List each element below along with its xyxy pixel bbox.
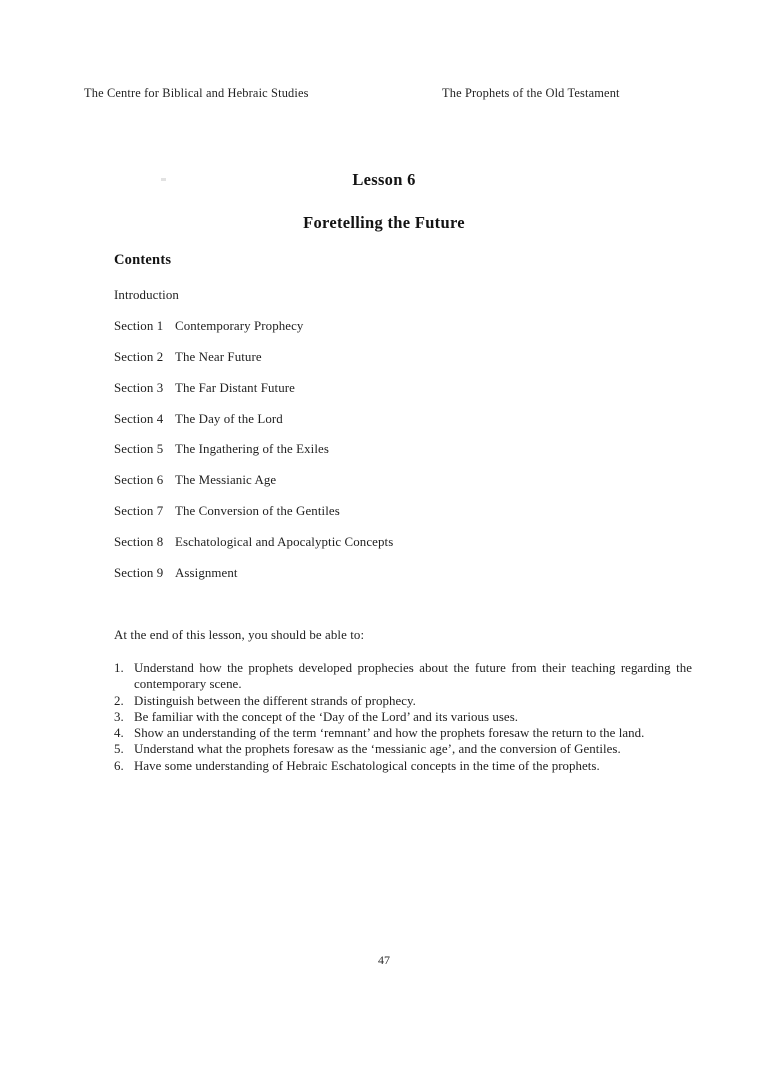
contents-entry-label: Section 5 (114, 442, 164, 457)
objective-text: Have some understanding of Hebraic Eschatological concepts in the time of the prophets. (134, 758, 600, 773)
contents-entry-section-7 (114, 504, 634, 535)
contents-entry-title: The Messianic Age (175, 473, 277, 488)
contents-entry-section-8 (114, 535, 634, 566)
contents-entry-label: Section 3 (114, 380, 164, 395)
objective-item-4 (114, 725, 692, 741)
contents-entry-label: Section 7 (114, 504, 164, 519)
contents-entry-title: The Far Distant Future (175, 380, 295, 395)
objective-number: 6. (114, 758, 124, 773)
contents-entry-label: Section 1 (114, 318, 164, 333)
contents-entry-title: Contemporary Prophecy (175, 318, 304, 333)
contents-heading: Contents (114, 252, 172, 268)
objective-number: 1. (114, 661, 124, 675)
objective-text: Be familiar with the concept of the ‘Day of the Lord’ and its various uses. (134, 709, 519, 724)
contents-entry-introduction (114, 288, 634, 319)
contents-entry-title: The Near Future (175, 349, 262, 364)
objective-item-3 (114, 709, 692, 725)
contents-entry-label: Section 2 (114, 349, 164, 364)
header-left-text: The Centre for Biblical and Hebraic Studies (84, 86, 309, 100)
contents-entry-title: The Ingathering of the Exiles (175, 442, 329, 457)
contents-entry-section-4 (114, 412, 634, 443)
objective-number: 5. (114, 742, 124, 757)
contents-entry-section-2 (114, 350, 634, 381)
contents-entry-label: Introduction (114, 288, 179, 302)
lesson-number-heading: Lesson 6 (352, 170, 416, 189)
contents-entry-label: Section 9 (114, 566, 164, 581)
running-header (84, 86, 684, 102)
contents-entry-label: Section 8 (114, 535, 164, 550)
objectives-list (114, 660, 692, 774)
objective-text: Distinguish between the different strands of prophecy. (134, 693, 416, 708)
objective-text: Understand how the prophets developed prophecies about the future from their teaching regarding the contemporary scene. (134, 661, 692, 692)
objective-number: 2. (114, 693, 124, 708)
header-right-text: The Prophets of the Old Testament (442, 86, 620, 100)
objective-item-1 (114, 660, 692, 693)
objective-number: 3. (114, 709, 124, 724)
page-number: 47 (378, 953, 390, 967)
lesson-title-heading: Foretelling the Future (303, 213, 465, 232)
objectives-intro-text: At the end of this lesson, you should be able to: (114, 628, 365, 642)
objective-text: Show an understanding of the term ‘remnant’ and how the prophets foresaw the return to the land. (134, 726, 645, 741)
objective-text: Understand what the prophets foresaw as the ‘messianic age’, and the conversion of Gentiles. (134, 742, 621, 757)
contents-entry-title: Assignment (175, 566, 238, 581)
objective-item-5 (114, 741, 692, 757)
objective-item-6 (114, 758, 692, 774)
objective-number: 4. (114, 726, 124, 741)
contents-entry-section-3 (114, 381, 634, 412)
contents-entry-section-6 (114, 473, 634, 504)
contents-entry-label: Section 4 (114, 411, 164, 426)
contents-list (114, 288, 634, 597)
objective-item-2 (114, 693, 692, 709)
contents-entry-title: The Day of the Lord (175, 411, 283, 426)
contents-entry-title: The Conversion of the Gentiles (175, 504, 340, 519)
contents-entry-label: Section 6 (114, 473, 164, 488)
contents-entry-section-1 (114, 319, 634, 350)
contents-entry-section-9 (114, 566, 634, 597)
contents-entry-section-5 (114, 442, 634, 473)
contents-entry-title: Eschatological and Apocalyptic Concepts (175, 535, 394, 550)
